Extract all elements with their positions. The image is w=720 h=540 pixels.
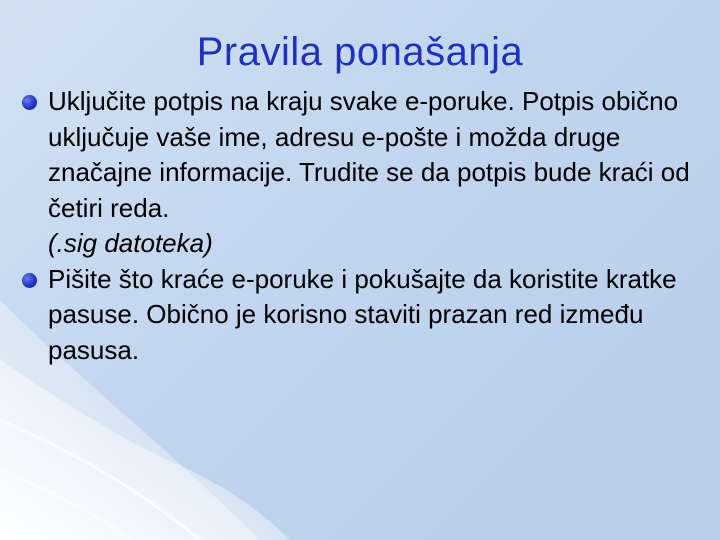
bullet-item-short-messages [18,262,708,369]
bullet-icon [22,273,37,288]
bullet-text: Pišite što kraće e-poruke i pokušajte da koristite kratke pasuse. Obično je korisno staviti prazan red između pasusa. [48,263,677,365]
bullet-icon [22,95,37,110]
bullet-text: Uključite potpis na kraju svake e-poruke. Potpis obično uključuje vaše ime, adresu e-pošte i možda druge značajne informacije. Trudite se da potpis bude kraći od četiri reda. [48,86,690,223]
bullet-note: (.sig datoteka) [48,228,213,258]
bullet-list [18,84,708,368]
bullet-item-signature [18,84,708,262]
slide-title: Pravila ponašanja [196,30,524,74]
